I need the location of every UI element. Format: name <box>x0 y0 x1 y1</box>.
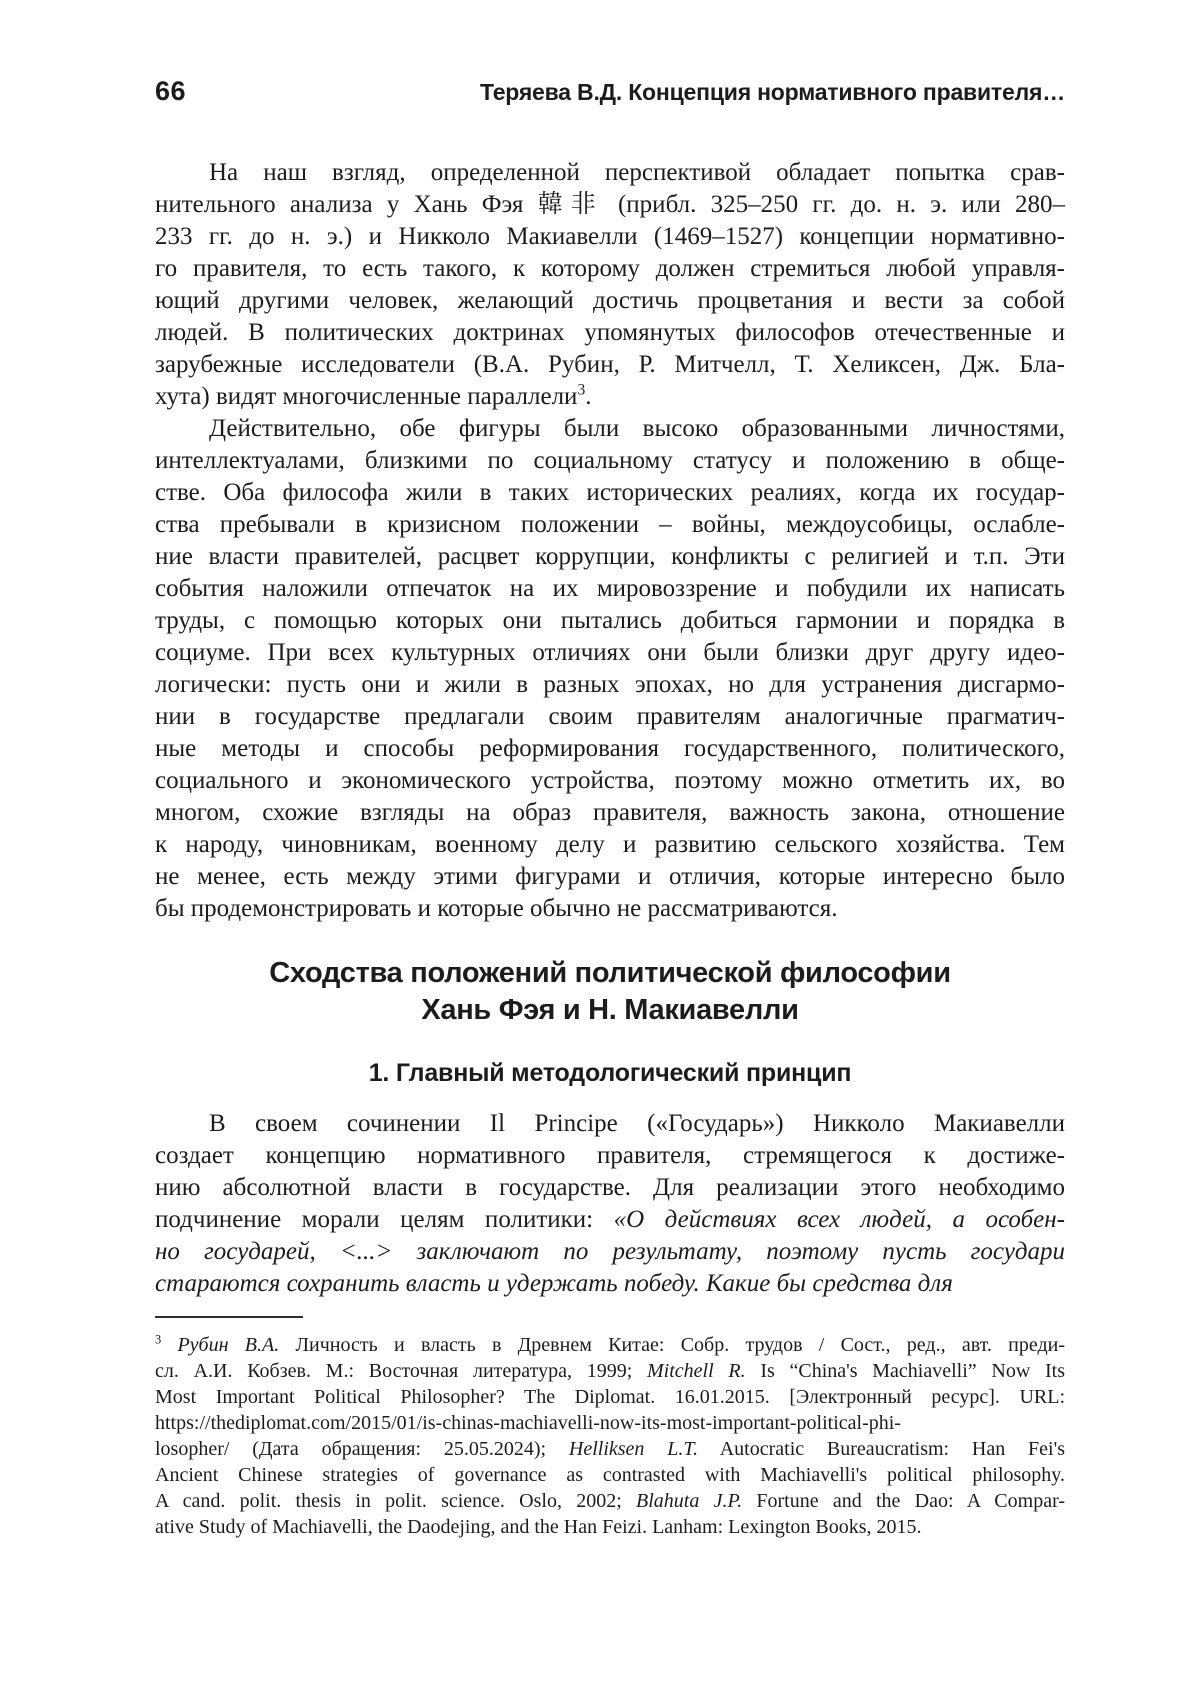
text-line <box>155 765 1065 797</box>
text-line <box>155 1410 1065 1436</box>
text-segment: Действительно, обе фигуры были высоко образованными личностями, <box>209 415 1065 442</box>
text-line <box>155 637 1065 669</box>
text-line <box>155 573 1065 605</box>
text-line <box>155 445 1065 477</box>
section-heading <box>155 955 1065 1029</box>
text-line <box>155 1268 1065 1300</box>
text-segment: многом, схожие взгляды на образ правителя, важность закона, отношение <box>155 799 1065 826</box>
italic-text: но государей, <...> заключают по результату, поэтому пусть государи <box>155 1238 1065 1265</box>
text-line <box>155 1236 1065 1268</box>
text-segment: Autocratic Bureaucratism: Han Fei's <box>698 1438 1065 1460</box>
text-segment: losopher/ (Дата обращения: 25.05.2024); <box>155 1438 569 1460</box>
footnote <box>155 1332 1065 1540</box>
text-line <box>155 829 1065 861</box>
footnote-rule <box>155 1316 303 1318</box>
paragraph <box>155 413 1065 925</box>
text-segment: . <box>585 383 592 410</box>
text-line <box>155 1436 1065 1462</box>
text-line <box>155 1358 1065 1384</box>
italic-text: Рубин В.А. <box>177 1334 280 1356</box>
text-segment: Is “China's Machiavelli” Now Its <box>745 1360 1066 1382</box>
text-segment: нительного анализа у Хань Фэя 韓非 (прибл. 325–250 гг. до. н. э. или 280– <box>155 191 1065 218</box>
text-line <box>155 189 1065 221</box>
text-segment: нию абсолютной власти в государстве. Для реализации этого необходимо <box>155 1174 1065 1201</box>
subsection-heading: 1. Главный методологический принцип <box>368 1059 852 1087</box>
text-line <box>155 221 1065 253</box>
text-line <box>155 1140 1065 1172</box>
paragraph <box>155 157 1065 413</box>
superscript: 3 <box>577 381 586 399</box>
section-heading-line: Хань Фэя и Н. Макиавелли <box>421 994 799 1026</box>
text-line <box>155 349 1065 381</box>
italic-text: «О действиях всех людей, а особен- <box>613 1206 1065 1233</box>
text-line <box>155 253 1065 285</box>
text-segment: события наложили отпечаток на их мировоззрение и побудили их написать <box>155 575 1065 602</box>
text-line <box>155 157 1065 189</box>
text-segment: к народу, чиновникам, военному делу и развитию сельского хозяйства. Тем <box>155 831 1065 858</box>
page-number: 66 <box>155 76 187 106</box>
italic-text: Helliksen L.T. <box>568 1438 699 1460</box>
text-line <box>155 285 1065 317</box>
text-line <box>155 1172 1065 1204</box>
italic-text: стараются сохранить власть и удержать победу. Какие бы средства для <box>155 1270 953 1297</box>
text-line <box>155 1462 1065 1488</box>
text-line <box>155 477 1065 509</box>
text-segment: На наш взгляд, определенной перспективой обладает попытка срав- <box>209 159 1065 186</box>
text-segment: Fortune and the Dao: A Compar- <box>742 1490 1065 1512</box>
text-segment: https://thediplomat.com/2015/01/is-chinas-machiavelli-now-its-most-important-political-phi- <box>155 1412 901 1434</box>
text-line <box>155 861 1065 893</box>
text-segment: бы продемонстрировать и которые обычно не рассматриваются. <box>155 895 838 922</box>
text-segment: подчинение морали целям политики: <box>155 1206 614 1233</box>
text-segment: A cand. polit. thesis in polit. science. Oslo, 2002; <box>155 1490 637 1512</box>
text-line <box>155 509 1065 541</box>
text-segment: социального и экономического устройства, поэтому можно отметить их, во <box>155 767 1065 794</box>
italic-text: Mitchell R. <box>647 1360 746 1382</box>
text-segment: труды, с помощью которых они пытались добиться гармонии и порядка в <box>155 607 1065 634</box>
section-heading-line: Сходства положений политической философии <box>269 957 951 989</box>
text-line <box>155 669 1065 701</box>
page-body <box>155 157 1065 1540</box>
text-segment: ative Study of Machiavelli, the Daodejing, and the Han Feizi. Lanham: Lexington Books, 2015. <box>155 1516 922 1538</box>
text-line <box>155 1384 1065 1410</box>
text-line <box>155 381 1065 413</box>
text-segment: ные методы и способы реформирования государственного, политического, <box>155 735 1065 762</box>
text-line <box>155 1514 1065 1540</box>
text-line <box>155 1332 1065 1358</box>
text-segment: го правителя, то есть такого, к которому должен стремиться любой управля- <box>155 255 1065 282</box>
text-segment: ние власти правителей, расцвет коррупции, конфликты с религией и т.п. Эти <box>155 543 1065 570</box>
text-segment: хута) видят многочисленные параллели <box>155 383 578 410</box>
running-title: Теряева В.Д. Концепция нормативного правителя… <box>479 79 1065 105</box>
text-line <box>155 1204 1065 1236</box>
text-line <box>155 1108 1065 1140</box>
text-line <box>155 541 1065 573</box>
text-line <box>155 1488 1065 1514</box>
text-segment: создает концепцию нормативного правителя, стремящегося к достиже- <box>155 1142 1065 1169</box>
text-segment: нии в государстве предлагали своим правителям аналогичные прагматич- <box>155 703 1065 730</box>
text-segment <box>161 1334 177 1356</box>
italic-text: Blahuta J.P. <box>636 1490 743 1512</box>
text-line <box>155 893 1065 925</box>
text-segment: Most Important Political Philosopher? The Diplomat. 16.01.2015. [Электронный ресурс]. URL: <box>155 1386 1065 1408</box>
text-segment: сл. А.И. Кобзев. М.: Восточная литература, 1999; <box>155 1360 648 1382</box>
text-line <box>155 733 1065 765</box>
text-line <box>155 413 1065 445</box>
text-segment: людей. В политических доктринах упомянутых философов отечественные и <box>155 319 1065 346</box>
text-line <box>155 701 1065 733</box>
text-segment: стве. Оба философа жили в таких исторических реалиях, когда их государ- <box>155 479 1065 506</box>
page-header <box>155 76 1065 107</box>
superscript: 3 <box>155 1332 162 1347</box>
text-segment: 233 гг. до н. э.) и Никколо Макиавелли (1469–1527) концепции нормативно- <box>155 223 1065 250</box>
text-segment: Ancient Chinese strategies of governance as contrasted with Machiavelli's political philosophy. <box>155 1464 1065 1486</box>
text-line <box>155 317 1065 349</box>
text-segment: В своем сочинении Il Principe («Государь») Никколо Макиавелли <box>209 1110 1065 1137</box>
text-segment: зарубежные исследователи (В.А. Рубин, Р. Митчелл, Т. Хеликсен, Дж. Бла- <box>155 351 1065 378</box>
text-segment: ства пребывали в кризисном положении – войны, междоусобицы, ослабле- <box>155 511 1065 538</box>
text-segment: не менее, есть между этими фигурами и отличия, которые интересно было <box>155 863 1065 890</box>
paragraph <box>155 1108 1065 1300</box>
text-line <box>155 605 1065 637</box>
text-line <box>155 797 1065 829</box>
text-segment: ющий другими человек, желающий достичь процветания и вести за собой <box>155 287 1065 314</box>
text-segment: Личность и власть в Древнем Китае: Собр. трудов / Сост., ред., авт. преди- <box>279 1334 1065 1356</box>
text-segment: интеллектуалами, близкими по социальному статусу и положению в обще- <box>155 447 1065 474</box>
text-segment: логически: пусть они и жили в разных эпохах, но для устранения дисгармо- <box>155 671 1065 698</box>
text-segment: социуме. При всех культурных отличиях они были близки друг другу идео- <box>155 639 1065 666</box>
